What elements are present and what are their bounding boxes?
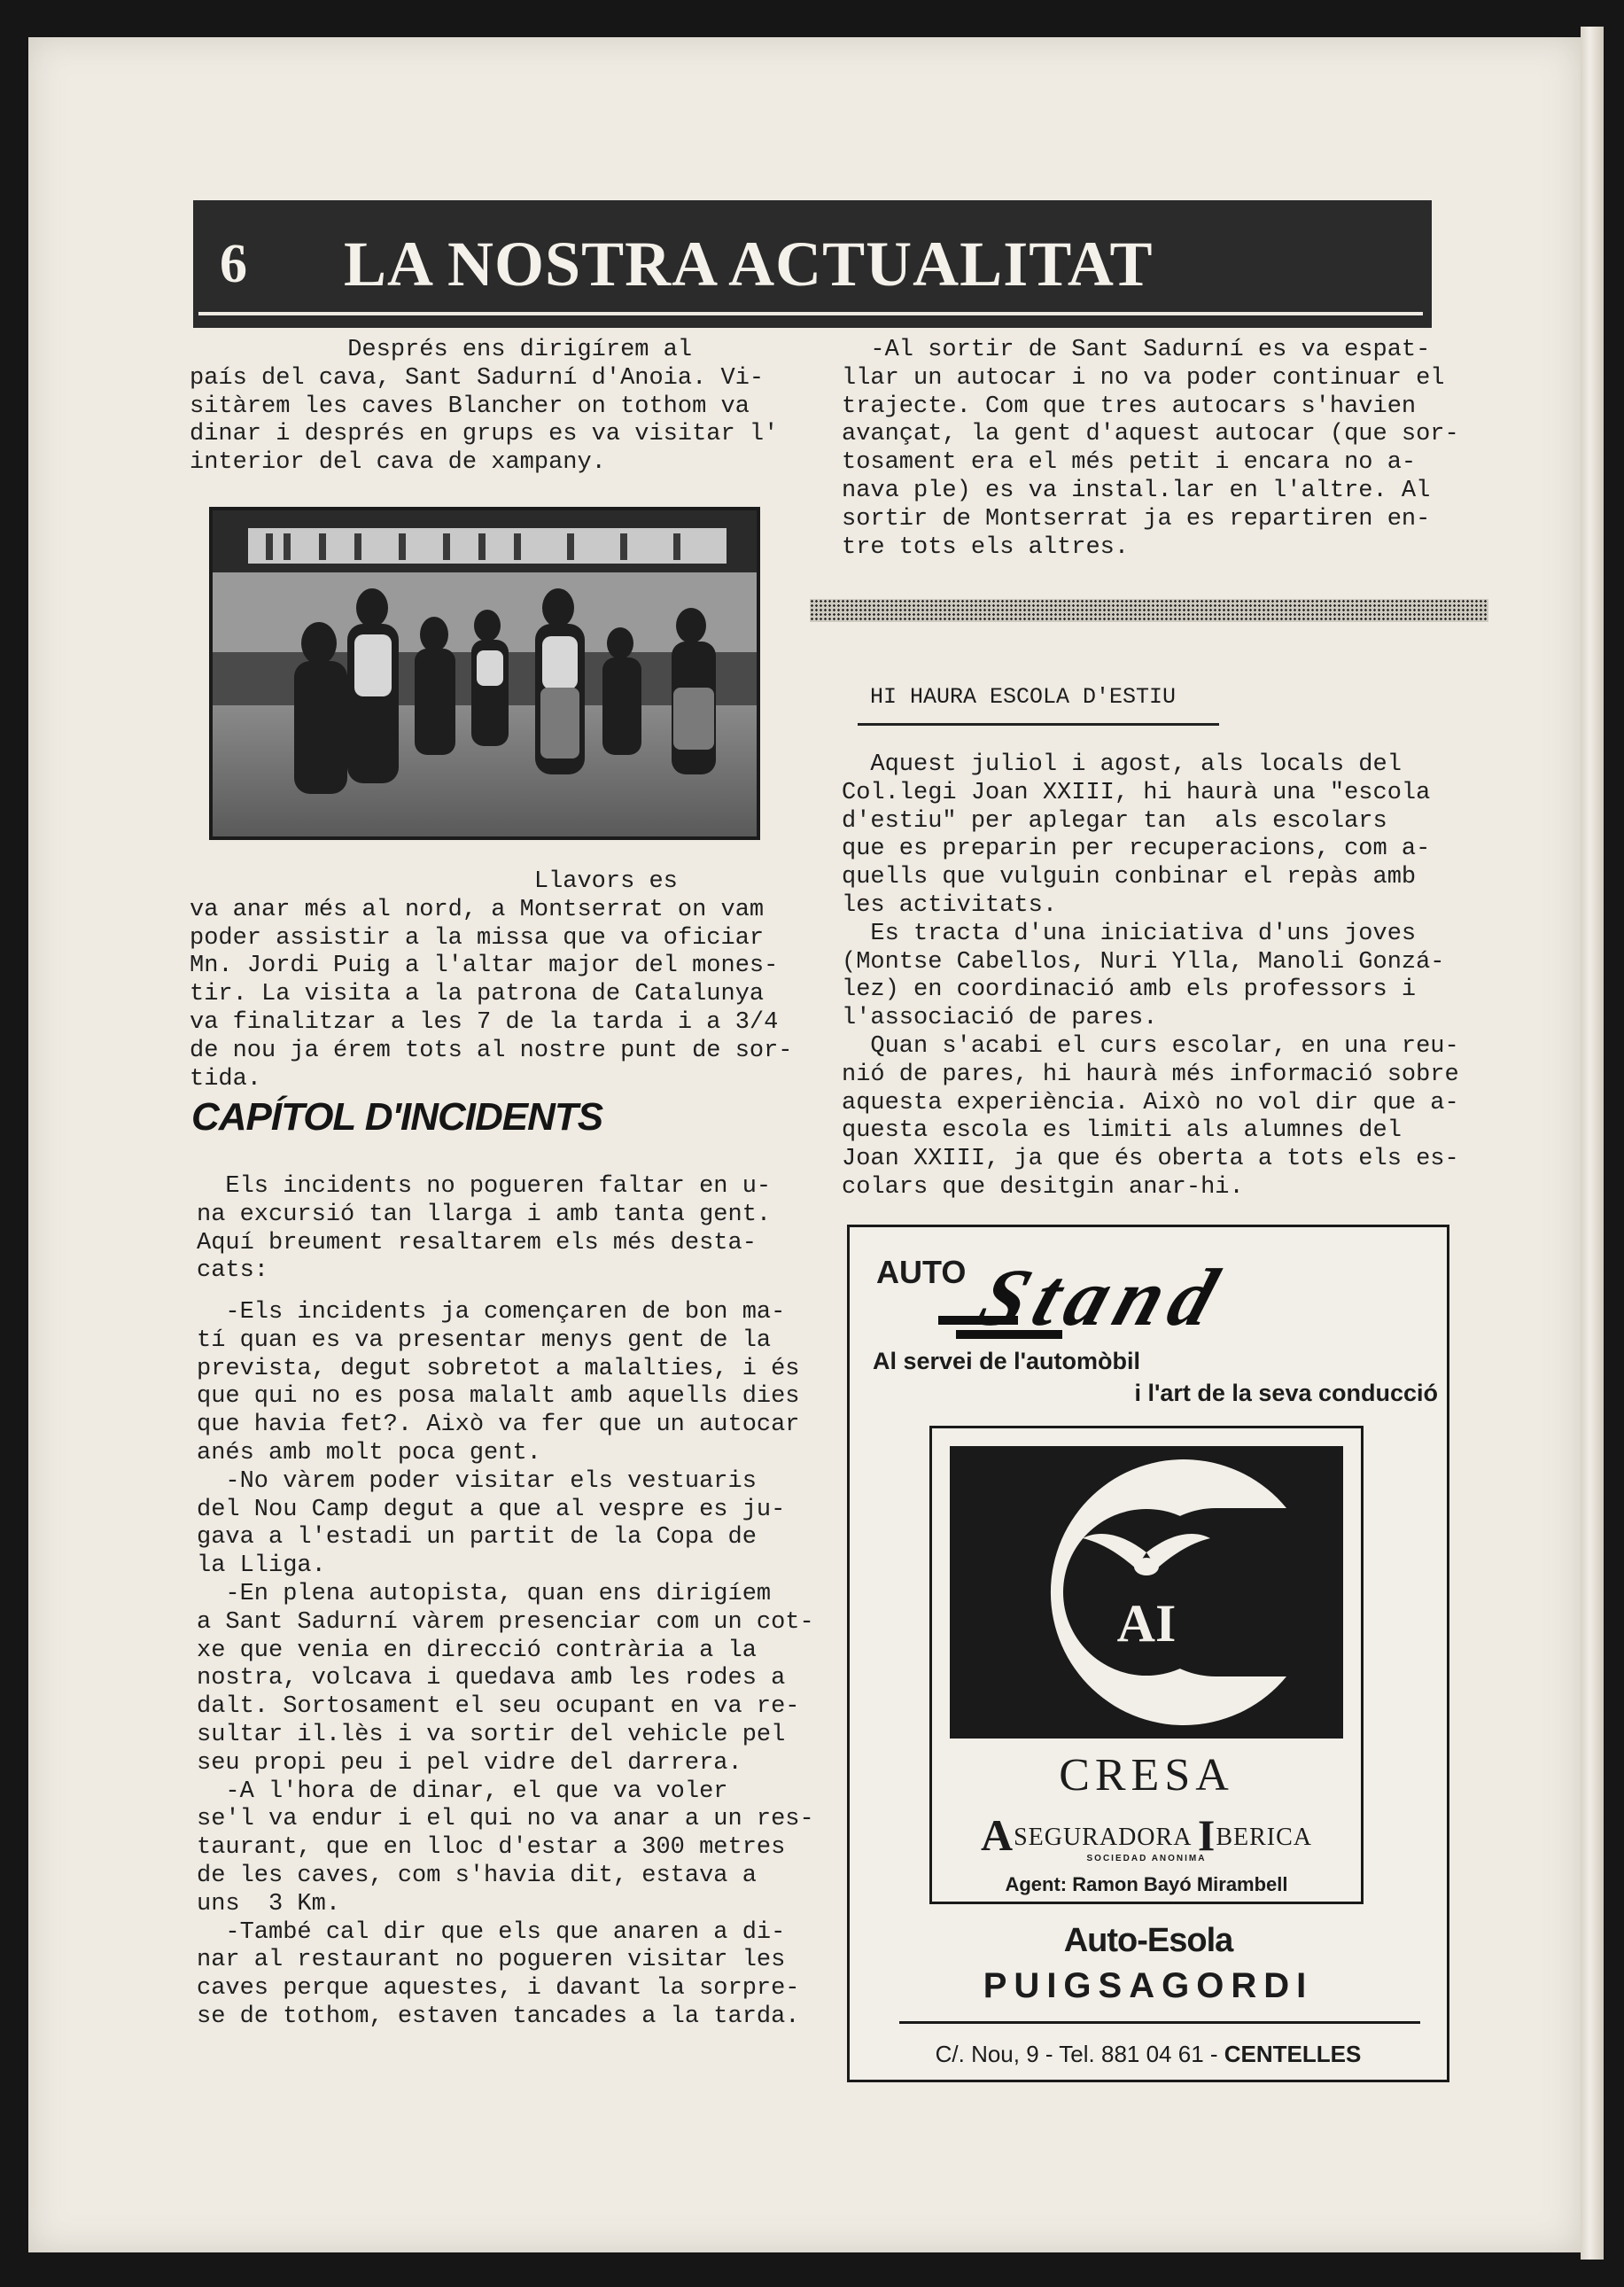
group-photo (209, 507, 760, 840)
cresa-name: CRESA (1059, 1750, 1234, 1801)
section-title: LA NOSTRA ACTUALITAT (344, 228, 1154, 299)
subheading-underline (858, 723, 1219, 726)
photo-crowd-in-wine-cellar (213, 510, 757, 836)
cresa-insurance-box (929, 1426, 1364, 1904)
page-number: 6 (220, 233, 247, 294)
ad-town: CENTELLES (1224, 2041, 1362, 2067)
logo-letters: AI (1116, 1594, 1177, 1653)
escola-subheading: HI HAURA ESCOLA D'ESTIU (870, 684, 1177, 710)
bus-breakdown-paragraph: -Al sortir de Sant Sadurní es va espat- llar un autocar i no va poder continuar el trajecte. Com que tres autocars s'havien avançat, la gent d'aquest autocar (que sor- tosament era el més petit i encara no a- nava ple) es va instal.lar en l'altre. Al sortir de Montserrat ja es repartiren en- tre tots els altres. (842, 337, 1459, 561)
montserrat-paragraph: Llavors es va anar més al nord, a Montserrat on vam poder assistir a la missa que va oficiar Mn. Jordi Puig a l'altar major del mones- tir. La visita a la patrona de Catalunya va finalitzar a les 7 de la tarda i a 3/4 de nou ja érem tots al nostre punt de sor- tida. (190, 868, 793, 1093)
ad-address (850, 2041, 1447, 2068)
escola-paragraph: Aquest juliol i agost, als locals del Col.legi Joan XXIII, hi haurà una "escola d'estiu" per aplegar tan als escolars que es preparin per recuperacions, com a- quells que vulguin conbinar el repàs amb les activitats. Es tracta d'una iniciativa d'uns joves (Montse Cabellos, Nuri Ylla, Manoli Gonzá- lez) en coordinació amb els professors i l'associació de pares. Quan s'acabi el curs escolar, en una reu- nió de pares, hi haurà més informació sobre aquesta experiència. Això no vol dir que a- questa escola es limiti als alumnes del Joan XXIII, ja que és oberta a tots els es- colars que desitgin anar-hi. (842, 751, 1459, 1201)
ad-autoescola: Auto-Esola (1063, 1922, 1233, 1959)
sociedad-anonima: SOCIEDAD ANONIMA (1086, 1854, 1207, 1863)
ad-tagline-1: Al servei de l'automòbil (873, 1348, 1140, 1374)
ad-rule (899, 2021, 1420, 2024)
ad-auto-label: AUTO (876, 1254, 967, 1290)
incidents-list: -Els incidents ja començaren de bon ma- tí quan es va presentar menys gent de la prevista, degut sobretot a malalties, i és que qui no es posa malalt amb aquells dies que havia fet?. Això va fer que un autocar anés amb molt poca gent. -No vàrem poder visitar els vestuaris del Nou Camp degut a que al vespre es ju- gava a l'estadi un partit de la Copa de la Lliga. -En plena autopista, quan ens dirigíem a Sant Sadurní vàrem presenciar com un cot- xe que venia en direcció contrària a la nostra, volcava i quedava amb les rodes a dalt. Sortosament el seu ocupant en va re- sultar il.lès i va sortir del vehicle pel seu propi peu i pel vidre del darrera. -A l'hora de dinar, el que va voler se'l va endur i el qui no va anar a un res- taurant, que en lloc d'estar a 300 metres de les caves, com s'havia dit, estava a uns 3 Km. -També cal dir que els que anaren a di- nar al restaurant no pogueren visitar les caves perque aquestes, i davant la sorpre- se de tothom, estaven tancades a la tarda. (197, 1299, 814, 2030)
section-header (193, 200, 1432, 328)
aseg-word-1: SEGURADORA (1014, 1824, 1191, 1851)
dotted-divider (810, 599, 1488, 622)
aseg-initial-i: I (1197, 1810, 1216, 1860)
aseg-word-2: BERICA (1216, 1824, 1313, 1851)
aseg-initial-a: A (980, 1810, 1014, 1860)
page-spine (1581, 27, 1604, 2260)
eagle-c-logo-icon (950, 1446, 1343, 1739)
incidents-intro: Els incidents no pogueren faltar en u- na excursió tan llarga i amb tanta gent. Aquí breument resaltarem els més desta- cats: (197, 1173, 772, 1285)
ad-agent: Agent: Ramon Bayó Mirambell (1005, 1873, 1288, 1895)
ad-tagline-2: i l'art de la seva conducció (1134, 1380, 1438, 1406)
ad-puigsagordi: PUIGSAGORDI (983, 1966, 1314, 2005)
incidents-heading: CAPÍTOL D'INCIDENTS (191, 1095, 603, 1139)
ad-street: C/. Nou, 9 - Tel. 881 04 61 - (935, 2041, 1224, 2067)
auto-stand-advertisement (847, 1225, 1449, 2082)
ad-stand-logo: Stand (967, 1252, 1237, 1342)
cresa-logo (950, 1446, 1343, 1739)
intro-paragraph: Després ens dirigírem al país del cava, Sant Sadurní d'Anoia. Vi- sitàrem les caves Blancher on tothom va dinar i després en grups es va visitar l' interior del cava de xampany. (190, 337, 779, 477)
